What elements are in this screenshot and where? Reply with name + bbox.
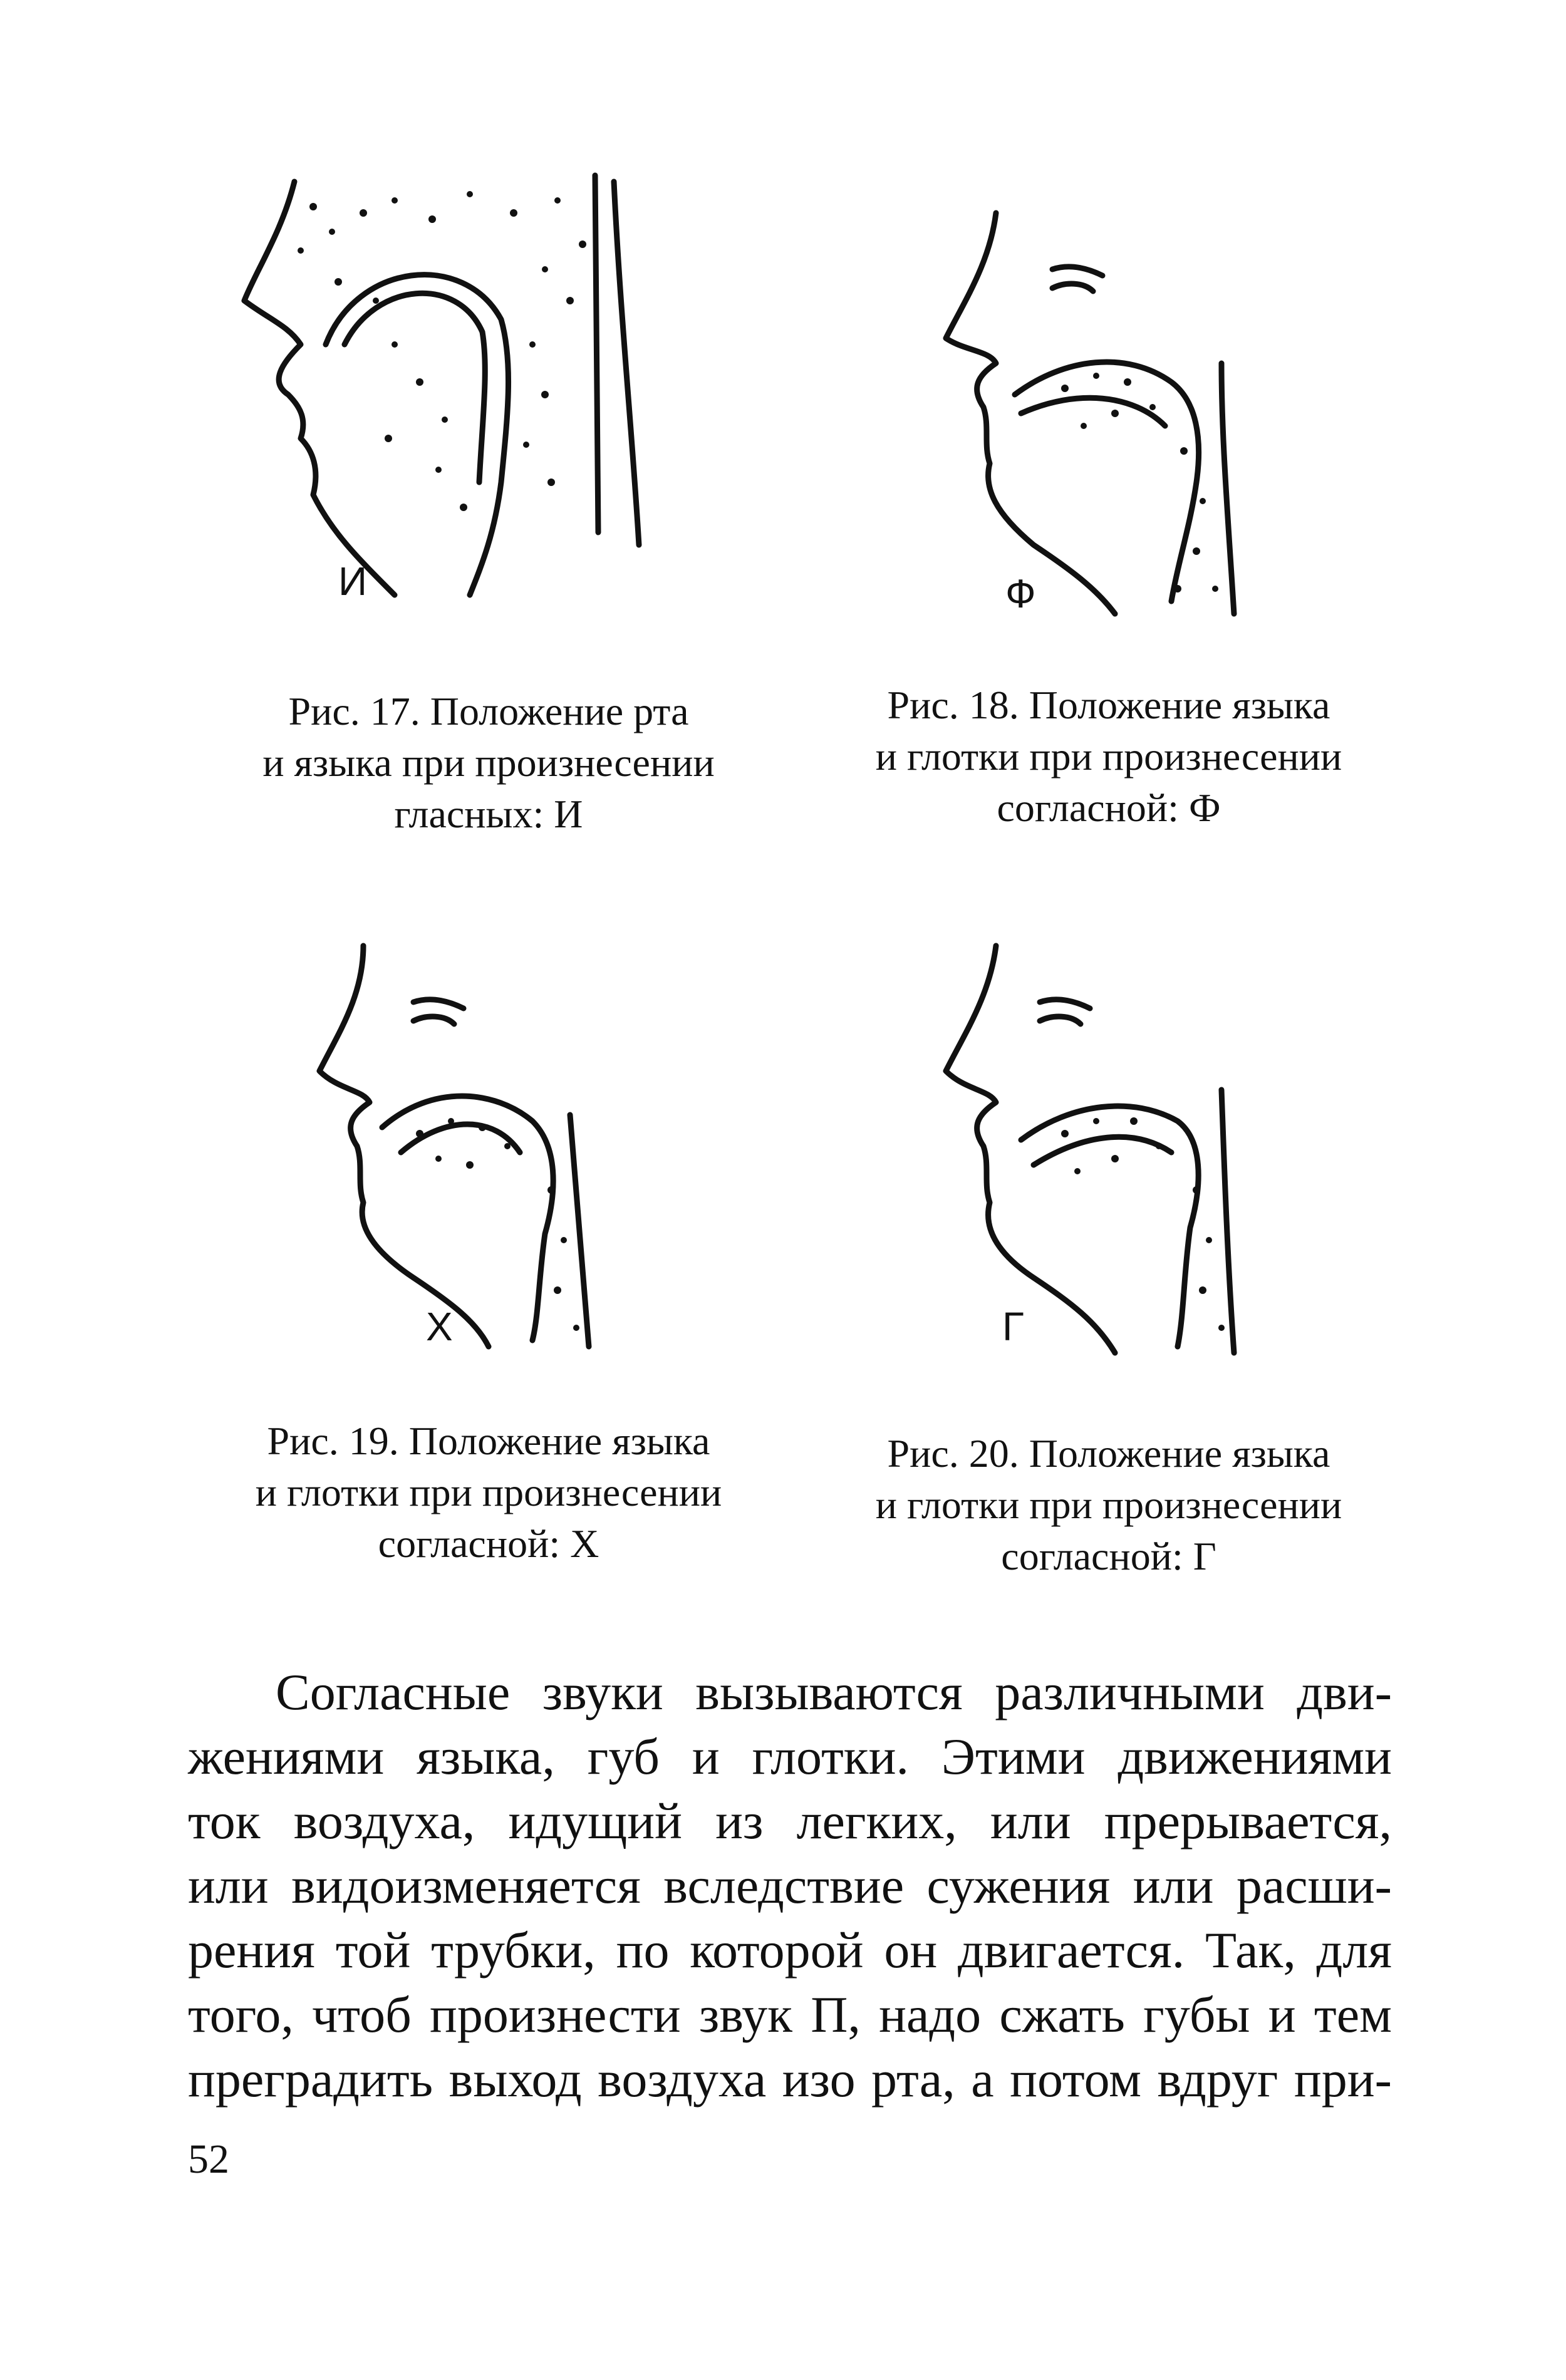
caption-line: и глотки при произнесении (875, 1482, 1342, 1527)
caption-line: согласной: Г (1001, 1534, 1216, 1578)
paragraph-line: жениями языка, губ и глотки. Этими движениями (188, 1728, 1392, 1785)
figure-18-letter: Ф (1005, 571, 1036, 616)
paragraph-line: или видоизменяется вследствие сужения или расши- (188, 1857, 1392, 1914)
caption-line: согласной: Ф (997, 785, 1221, 830)
caption-line: Рис. 18. Положение языка (887, 683, 1330, 727)
caption-line: и глотки при произнесении (255, 1470, 722, 1514)
figure-17-caption (188, 686, 789, 840)
head-profile-f-drawing (927, 188, 1278, 626)
head-profile-kh-drawing (307, 927, 633, 1353)
paragraph-line: рения той трубки, по которой он двигается. Так, для (188, 1922, 1392, 1979)
figure-17-letter: И (338, 559, 367, 604)
figure-17-illustration (232, 157, 658, 633)
paragraph-line: преградить выход воздуха изо рта, а потом вдруг при- (188, 2051, 1392, 2108)
caption-line: гласных: И (394, 792, 583, 836)
caption-line: Рис. 20. Положение языка (887, 1431, 1330, 1476)
caption-line: согласной: Х (378, 1521, 599, 1566)
caption-line: Рис. 19. Положение языка (267, 1419, 710, 1463)
figure-18-caption (808, 680, 1409, 834)
figure-20-illustration (927, 927, 1278, 1359)
paragraph-line: того, чтоб произнести звук П, надо сжать губы и тем (188, 1986, 1392, 2043)
body-paragraph (188, 1660, 1392, 2111)
caption-line: и языка при произнесении (262, 740, 715, 785)
figure-19-caption (188, 1415, 789, 1570)
figure-18-illustration (927, 188, 1278, 626)
caption-line: Рис. 17. Положение рта (288, 689, 689, 733)
figure-20-letter: Г (1002, 1304, 1024, 1349)
figure-19-letter: Х (426, 1304, 453, 1349)
paragraph-line: ток воздуха, идущий из легких, или прерывается, (188, 1793, 1392, 1850)
figure-20-caption (808, 1428, 1409, 1582)
paragraph-line: Согласные звуки вызываются различными дви- (276, 1663, 1392, 1720)
head-profile-g-drawing (927, 927, 1278, 1359)
caption-line: и глотки при произнесении (875, 734, 1342, 779)
figure-19-illustration (307, 927, 633, 1353)
head-profile-i-drawing (232, 157, 658, 633)
page-number: 52 (188, 2136, 229, 2182)
